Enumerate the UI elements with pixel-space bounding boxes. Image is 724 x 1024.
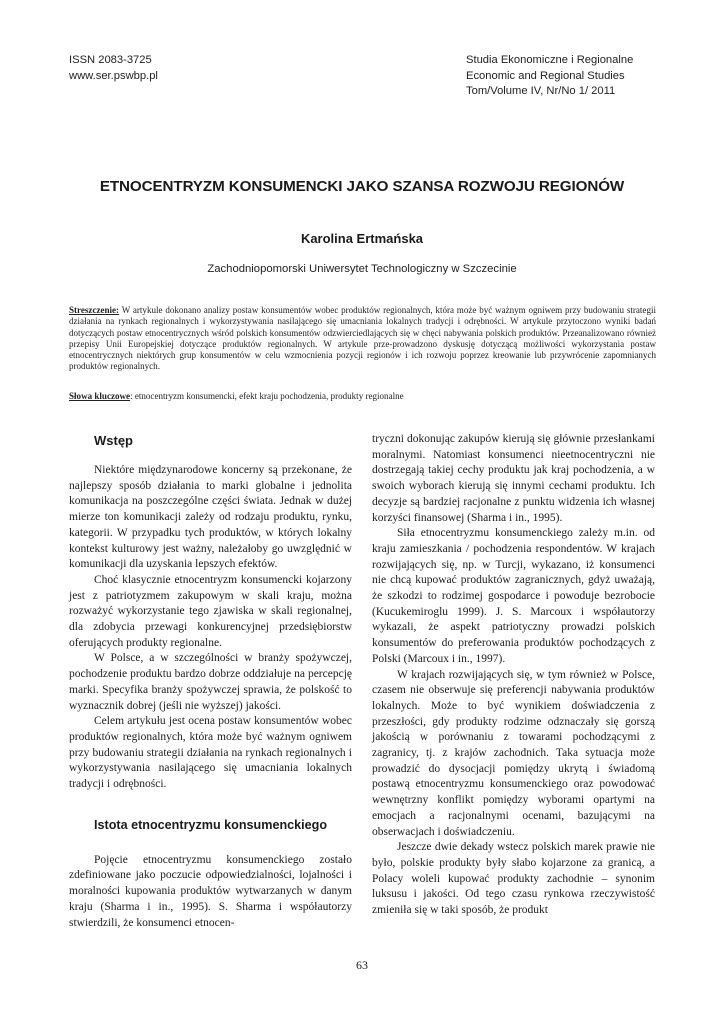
page-number: 63	[356, 958, 368, 972]
journal-header-left	[69, 53, 158, 84]
abstract	[69, 305, 656, 373]
paragraph: Celem artykułu jest ocena postaw konsumentów wobec produktów regionalnych, która może być ważnym ogniwem przy budowaniu strategii działania na rynkach regionalnych i wykorzystywania nasilającego się umacniania lokalnych tradycji i odrębności.	[69, 715, 352, 791]
author-affiliation: Zachodniopomorski Uniwersytet Technologiczny w Szczecinie	[207, 263, 517, 275]
abstract-label: Streszczenie:	[69, 305, 120, 315]
section-heading-ethnocentrism: Istota etnocentryzmu konsumenckiego	[94, 817, 328, 832]
paragraph: Pojęcie etnocentryzmu konsumenckiego zostało zdefiniowane jako poczucie odpowiedzialności, lojalności i moralności kupowania produktów wytwarzanych w danym kraju (Sharma i in., 1995). S. Sharma i współautorzy stwierdzili, że konsumenci etnocen-	[69, 853, 352, 929]
paragraph: Choć klasycznie etnocentryzm konsumencki kojarzony jest z patriotyzmem zakupowym w skali kraju, można rozważyć wykorzystanie tego zjawiska w skali regionalnej, dla zdobycia przewagi konkurencyjnej przedsiębiorstw oferujących produkty regionalne.	[69, 573, 352, 649]
journal-name-pl: Studia Ekonomiczne i Regionalne	[466, 54, 634, 66]
keywords-text: : etnocentryzm konsumencki, efekt kraju pochodzenia, produkty regionalne	[130, 391, 404, 401]
right-column	[372, 432, 655, 919]
volume-info: Tom/Volume IV, Nr/No 1/ 2011	[466, 85, 616, 98]
section-heading-introduction: Wstęp	[94, 433, 133, 448]
journal-header-right	[466, 53, 633, 100]
paragraph: tryczni dokonując zakupów kierują się głównie przesłankami moralnymi. Natomiast konsumenci nieetnocentryczni nie dostrzegają takiej cechy produktu jak kraj pochodzenia, a w swoich wyborach kierują się innymi cechami produktu. Ich decyzje są bardziej racjonalne z punktu widzenia ich własnej korzyści finansowej (Sharma i in., 1995).	[372, 433, 655, 524]
paragraph: W Polsce, a w szczególności w branży spożywczej, pochodzenie produktu bardzo dobrze oddziałuje na percepcję marki. Specyfika branży spożywczej sprawia, że polskość to wyznacznik dobrej (jeśli nie wyższej) jakości.	[69, 652, 352, 712]
left-column	[69, 432, 352, 931]
paragraph: Siła etnocentryzmu konsumenckiego zależy m.in. od kraju zamieszkania / pochodzenia respondentów. W krajach rozwijających się, np. w Turcji, wykazano, iż konsumenci nie chcą kupować produktów zagranicznych, gdyż uważają, że szkodzi to rodzimej gospodarce i powoduje bezrobocie (Kucukemiroglu 1999). J. S. Marcoux i współautorzy wykazali, że aspekt patriotyczny prowadzi polskich konsumentów do preferowania produktów pochodzących z Polski (Marcoux i in., 1997).	[372, 527, 655, 665]
website-link[interactable]: www.ser.pswbp.pl	[69, 69, 158, 82]
journal-name-en: Economic and Regional Studies	[466, 69, 625, 82]
article-title: ETNOCENTRYZM KONSUMENCKI JAKO SZANSA ROZWOJU REGIONÓW	[99, 178, 625, 195]
keywords-label: Słowa kluczowe	[69, 391, 131, 401]
paragraph: Jeszcze dwie dekady wstecz polskich marek prawie nie było, polskie produkty były słabo kojarzone za granicą, a Polacy woleli kupować produkty zachodnie – synonim luksusu i jakości. Od tego czasu rynkowa rzeczywistość zmieniła się w taki sposób, że produkt	[372, 841, 655, 917]
issn-text: ISSN 2083-3725	[69, 54, 152, 66]
paragraph: W krajach rozwijających się, w tym również w Polsce, czasem nie obserwuje się preferencji nabywania produktów lokalnych. Może to być wynikiem doświadczenia z przeszłości, gdy produkty rodzime odznaczały się gorszą jakością w porównaniu z towarami pochodzącymi z zagranicy, tj. z krajów zachodnich. Taka sytuacja może prowadzić do dysocjacji pomiędzy ukrytą i świadomą postawą etnocentryzmu konsumenckiego oraz powodować wewnętrzny konflikt pomiędzy wyborami opartymi na emocjach a racjonalnymi ocenami, bazującymi na obserwacjach i doświadczeniu.	[372, 668, 655, 838]
abstract-text: W artykule dokonano analizy postaw konsumentów wobec produktów regionalnych, która może być ważnym ogniwem przy budowaniu strategii działania na rynkach regionalnych i wykorzystywania nasilającego się umacniania lokalnych tradycji i odrębności. W artykule przytoczono wyniki badań dotyczących postaw etnocentrycznych wśród polskich konsumentów odzwierciedlających się w chęci nabywania polskich produktów. Przeanalizowano również przepisy Unii Europejskiej dotyczące produktów regionalnych. W artykule prze-prowadzono dyskusję dotyczącą możliwości wykorzystania postaw etnocentrycznych niektórych grup konsumentów w celu wzmocnienia pozycji regionów i ich rozwoju poprzez kreowanie lub przywrócenie zapomnianych produktów regionalnych.	[69, 305, 656, 372]
keywords	[69, 391, 656, 402]
paragraph: Niektóre międzynarodowe koncerny są przekonane, że najlepszy sposób działania to marki globalne i jednolita komunikacja na poszczególne części świata. Jednak w dużej mierze ton komunikacji zależy od rodzaju produktu, rynku, kategorii. W przypadku tych produktów, w których lokalny kontekst kulturowy jest ważny, należałoby go uwzględnić w komunikacji dla uzyskania lepszych efektów.	[69, 464, 352, 571]
author-name: Karolina Ertmańska	[300, 231, 424, 246]
